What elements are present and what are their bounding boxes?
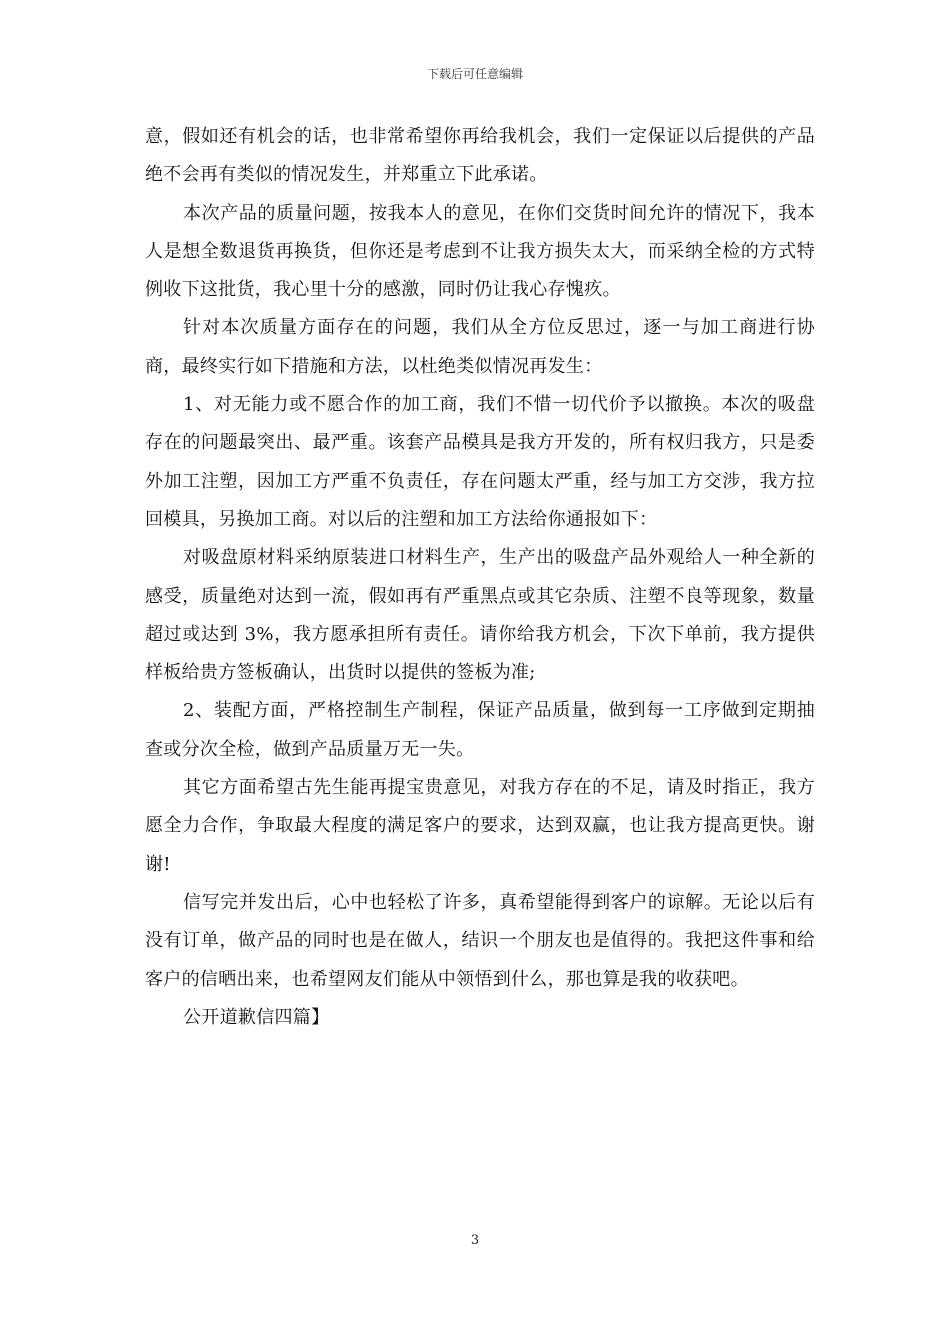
paragraph-heading-four-letters: 公开道歉信四篇】 <box>183 1006 330 1028</box>
paragraph-reflection: 信写完并发出后，心中也轻松了许多，真希望能得到客户的谅解。无论以后有没有订单，做产品的同时也是在做人，结识一个朋友也是值得的。我把这件事和给客户的信晒出来，也希望网友们能从中领悟到什么，那也算是我的收获吧。 <box>145 891 815 990</box>
paragraph-closing-request: 其它方面希望古先生能再提宝贵意见，对我方存在的不足，请及时指正，我方愿全力合作，争取最大程度的满足客户的要求，达到双赢，也让我方提高更快。谢谢! <box>145 777 815 875</box>
paragraph-continuation: 意，假如还有机会的话，也非常希望你再给我机会，我们一定保证以后提供的产品绝不会再有类似的情况发生，并郑重立下此承诺。 <box>145 126 815 186</box>
document-body <box>145 118 815 1037</box>
page-number: 3 <box>470 1233 480 1248</box>
paragraph-measure-2: 2、装配方面，严格控制生产制程，保证产品质量，做到每一工序做到定期抽查或分次全检，做到产品质量万无一失。 <box>145 700 815 760</box>
paragraph-suction-cup-material: 对吸盘原材料采纳原装进口材料生产，生产出的吸盘产品外观给人一种全新的感受，质量绝对达到一流，假如再有严重黑点或其它杂质、注塑不良等现象，数量超过或达到 3%，我方愿承担所有责任。请你给我方机会，下次下单前，我方提供样板给贵方签板确认，出货时以提供的签板为准; <box>145 547 815 684</box>
paragraph-quality-issue: 本次产品的质量问题，按我本人的意见，在你们交货时间允许的情况下，我本人是想全数退货再换货，但你还是考虑到不让我方损失太大，而采纳全检的方式特例收下这批货，我心里十分的感激，同时仍让我心存愧疚。 <box>145 202 815 301</box>
page-header: 下载后可任意编辑 <box>426 67 523 81</box>
paragraph-measure-1: 1、对无能力或不愿合作的加工商，我们不惜一切代价予以撤换。本次的吸盘存在的问题最突出、最严重。该套产品模具是我方开发的，所有权归我方，只是委外加工注塑，因加工方严重不负责任，存在问题太严重，经与加工方交涉，我方拉回模具，另换加工商。对以后的注塑和加工方法给你通报如下： <box>145 394 815 530</box>
paragraph-measures-intro: 针对本次质量方面存在的问题，我们从全方位反思过，逐一与加工商进行协商，最终实行如下措施和方法，以杜绝类似情况再发生： <box>145 317 815 377</box>
